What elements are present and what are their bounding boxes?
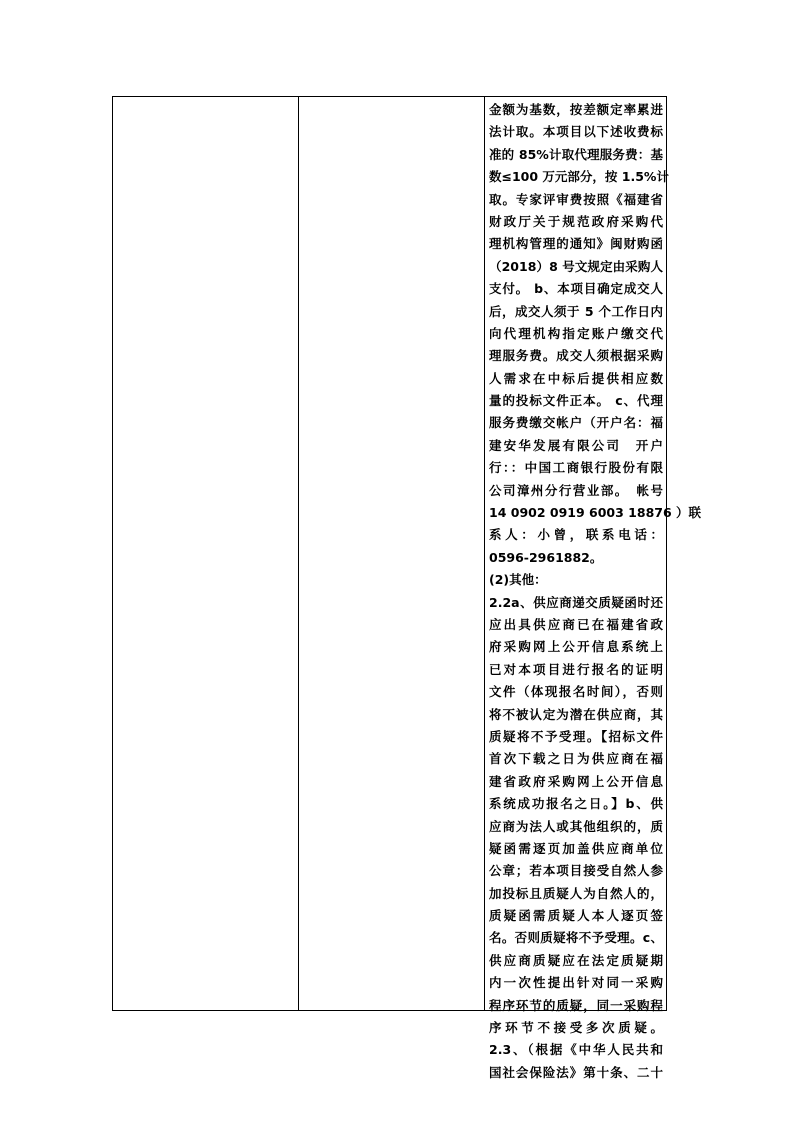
- text-line: 公章；若本项目接受自然人参: [489, 863, 663, 879]
- text-line: 名。否则质疑将不予受理。c、: [489, 930, 663, 946]
- text-line: 财政厅关于规范政府采购代: [489, 213, 663, 229]
- text-line: 首次下载之日为供应商在福: [489, 751, 663, 767]
- text-line: （2018）8 号文规定由采购人: [489, 258, 663, 274]
- text-line: 已对本项目进行报名的证明: [489, 661, 663, 677]
- text-line: 府采购网上公开信息系统上: [489, 639, 663, 655]
- text-line: 人需求在中标后提供相应数: [489, 370, 663, 386]
- text-line: 质疑函需质疑人本人逐页签: [489, 908, 663, 924]
- text-line: 系人：小曾，联系电话：: [489, 527, 663, 543]
- table-cell-content: [489, 99, 702, 1084]
- text-line: 公司漳州分行营业部。 帐号: [489, 482, 663, 498]
- text-line: 准的 85%计取代理服务费：基: [489, 146, 663, 162]
- text-line: 将不被认定为潜在供应商，其: [489, 706, 663, 722]
- column-divider-2: [484, 97, 485, 1010]
- text-line: 理机构管理的通知》闽财购函: [489, 236, 663, 252]
- text-line: 支付。 b、本项目确定成交人: [489, 281, 663, 297]
- text-line: 法计取。本项目以下述收费标: [489, 124, 663, 140]
- text-line: 序环节不接受多次质疑。: [489, 1020, 663, 1036]
- text-line: 金额为基数，按差额定率累进: [489, 102, 663, 117]
- text-line: 服务费缴交帐户（开户名：福: [489, 415, 663, 431]
- text-line: 取。专家评审费按照《福建省: [489, 191, 663, 207]
- text-line: 疑函需逐页加盖供应商单位: [489, 840, 663, 856]
- text-line: 国社会保险法》第十条、二十: [489, 1064, 663, 1080]
- text-line: 数≤100 万元部分，按 1.5%计: [489, 169, 669, 185]
- text-line: 行：：中国工商银行股份有限: [489, 460, 663, 476]
- text-line: 加投标且质疑人为自然人的，: [489, 885, 663, 901]
- text-line: 文件（体现报名时间），否则: [489, 684, 663, 700]
- text-line: 2.2a、供应商递交质疑函时还: [489, 594, 663, 610]
- text-line: 量的投标文件正本。 c、代理: [489, 393, 663, 409]
- text-line: 2.3、（根据《中华人民共和: [489, 1042, 663, 1058]
- text-line: 系统成功报名之日。】b、供: [489, 796, 663, 812]
- text-line: 理服务费。成交人须根据采购: [489, 348, 663, 364]
- text-line: 内一次性提出针对同一采购: [489, 975, 663, 991]
- text-line: 供应商质疑应在法定质疑期: [489, 952, 663, 968]
- text-line: (2)其他：: [489, 572, 547, 588]
- text-line: 质疑将不予受理。【招标文件: [489, 728, 663, 744]
- text-line: 后，成交人须于 5 个工作日内: [489, 303, 663, 319]
- column-divider-1: [298, 97, 299, 1010]
- text-line: 应商为法人或其他组织的，质: [489, 818, 663, 834]
- text-line: 0596-2961882。: [489, 549, 603, 565]
- text-line: 程序环节的质疑，同一采购程: [489, 997, 663, 1013]
- text-line: 向代理机构指定账户缴交代: [489, 325, 663, 341]
- text-line: 建安华发展有限公司 开户: [489, 437, 663, 453]
- text-line: 应出具供应商已在福建省政: [489, 616, 663, 632]
- text-line: 建省政府采购网上公开信息: [489, 773, 663, 789]
- text-line: 14 0902 0919 6003 18876 ）联: [489, 505, 702, 521]
- table: [112, 96, 702, 1080]
